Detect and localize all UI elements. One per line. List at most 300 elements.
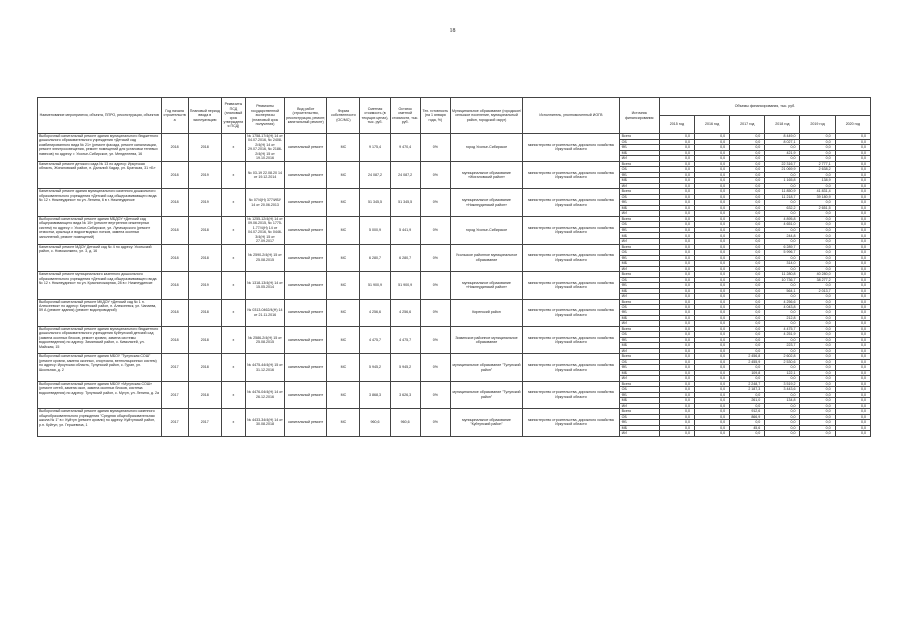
expertise: № 4476-04/4(Н) 14 от 26.12.2016 [245, 381, 284, 408]
fin-value: 0,0 [659, 255, 694, 260]
fin-value: 0,0 [730, 277, 765, 282]
col-expertise: Реквизиты государственной экспертизы (плановый срок получения) [245, 98, 284, 134]
fin-value: 0,0 [835, 233, 870, 239]
executor: министерство строительства, дорожного хозяйства Иркутской области [523, 161, 619, 188]
fin-value: 0,0 [835, 266, 870, 271]
fin-value: 0,0 [800, 310, 835, 315]
expertise: № 03-19 22.08.20 14 от 19.12.2014 [245, 161, 284, 188]
fin-source: ОБ [619, 387, 659, 392]
fin-source: ИИ [619, 183, 659, 188]
expertise: № 4433-34/4(Н) 14 от 30.08.2018 [245, 409, 284, 436]
fin-source: Всего [619, 354, 659, 359]
fin-value: 0,0 [695, 354, 730, 359]
object-name: Выборочный капитальный ремонт здания муниципального бюджетного дошкольного образовательного учреждения Куйтунский детский сад (замена оконных блоков, ремонт кровли, замена системы водоотведения) по адресу: Зиминский район, с. Кимильтей, ул. Майская, 15 [38, 326, 162, 353]
col-year: 2020 год [835, 116, 870, 134]
fin-value: 0,0 [835, 348, 870, 353]
ownership: МС [327, 299, 360, 326]
fin-value: 0,0 [730, 227, 765, 233]
ownership: МС [327, 161, 360, 188]
fin-value: 0,0 [800, 200, 835, 205]
year-end: 2018 [188, 326, 221, 353]
fin-value: 0,0 [730, 150, 765, 156]
fin-value: 0,0 [835, 304, 870, 309]
municipal: муниципальное образование "Тулунский район" [450, 381, 522, 408]
fin-value: 0,0 [695, 403, 730, 408]
fin-value: 0,0 [659, 189, 694, 194]
psd-term: х [221, 161, 245, 188]
fin-value: 0,0 [835, 200, 870, 205]
fin-value: 0,0 [800, 299, 835, 304]
fin-value: 0,0 [730, 288, 765, 293]
municipal: Усольское районное муниципальное образование [450, 244, 522, 271]
year-start: 2018 [161, 189, 188, 216]
fin-value: 0,0 [730, 266, 765, 271]
fin-value: 38 277,2 [800, 277, 835, 282]
cost: 5 000,9 [360, 216, 390, 244]
fin-value: 0,0 [835, 156, 870, 162]
fin-value: 0,0 [659, 283, 694, 288]
fin-source: Всего [619, 216, 659, 222]
object-name: Капитальный ремонт МДОУ Детский сад № 4 по адресу: Усольский район, с. Новожилкино, ул. 3, д. 16 [38, 244, 162, 271]
fin-value: 0,0 [695, 365, 730, 370]
remaining: 51 345,5 [390, 189, 420, 216]
fin-value: 0,0 [765, 409, 800, 414]
fin-value: 11 850,9 [765, 189, 800, 194]
fin-value: 0,0 [800, 414, 835, 419]
cost: 24 087,2 [360, 161, 390, 188]
fin-value: 0,0 [659, 431, 694, 436]
fin-source: ОБ [619, 277, 659, 282]
object-name: Выборочный капитальный ремонт здания МБОУ «Мугунская СОШ» (ремонт сетей, замена окон, замена оконных блоков, система водоотведения) по адресу: Тулунский район, с. Мугун, ул. Ленина, д. 2а [38, 381, 162, 408]
fin-source: Всего [619, 299, 659, 304]
work-type: капитальный ремонт [285, 409, 327, 436]
fin-value: 0,0 [695, 425, 730, 430]
fin-source: ИИ [619, 321, 659, 326]
fin-source: Всего [619, 326, 659, 331]
fin-value: 0,0 [659, 315, 694, 320]
year-start: 2018 [161, 161, 188, 188]
fin-value: 0,0 [730, 167, 765, 172]
fin-value: 0,0 [730, 332, 765, 337]
fin-source: ИИ [619, 239, 659, 245]
fin-value: 0,0 [835, 354, 870, 359]
fin-value: 0,0 [730, 299, 765, 304]
fin-value: 0,0 [730, 304, 765, 309]
fin-value: 0,0 [835, 365, 870, 370]
fin-value: 3 443,6 [765, 387, 800, 392]
fin-value: 0,0 [835, 409, 870, 414]
psd-term: х [221, 299, 245, 326]
fin-value: 0,0 [659, 321, 694, 326]
fin-value: 0,0 [800, 381, 835, 386]
fin-value: 0,0 [800, 425, 835, 430]
expertise: № 07/4(Н) 377/ИБУ 14 от 20.06.2013 [245, 189, 284, 216]
fin-value: 10 736,7 [765, 277, 800, 282]
fin-value: 0,0 [659, 211, 694, 216]
fin-value: 0,0 [765, 310, 800, 315]
fin-value: 0,0 [765, 266, 800, 271]
col-readiness: Тех. готовность (на 1 января года, %) [420, 98, 450, 134]
fin-value: 39 180,9 [800, 194, 835, 199]
fin-value: 0,0 [800, 183, 835, 188]
fin-value: 0,0 [800, 294, 835, 299]
fin-value: 134,8 [765, 398, 800, 403]
fin-value: 0,0 [765, 172, 800, 177]
fin-value: 0,0 [659, 250, 694, 255]
fin-source: ФБ [619, 337, 659, 342]
fin-value: 0,0 [835, 211, 870, 216]
fin-value: 2 248,7 [730, 381, 765, 386]
fin-value: 5 996,7 [765, 250, 800, 255]
fin-value: 0,0 [695, 266, 730, 271]
fin-value: 0,0 [659, 365, 694, 370]
executor: министерство строительства, дорожного хозяйства Иркутской области [523, 134, 619, 162]
fin-value: 2 777,1 [800, 161, 835, 166]
fin-value: 0,0 [835, 183, 870, 188]
fin-value: 0,0 [765, 431, 800, 436]
expertise: № 4475-44/4(Н) 15 от 31.12.2016 [245, 354, 284, 381]
executor: министерство строительства, дорожного хозяйства Иркутской области [523, 244, 619, 271]
fin-value: 0,0 [800, 261, 835, 266]
fin-source: МБ [619, 315, 659, 320]
executor: министерство строительства, дорожного хозяйства Иркутской области [523, 189, 619, 216]
fin-value: 0,0 [835, 398, 870, 403]
fin-value: 0,0 [835, 205, 870, 210]
fin-value: 0,0 [695, 288, 730, 293]
fin-value: 0,0 [730, 145, 765, 151]
fin-value: 0,0 [835, 227, 870, 233]
fin-value: 0,0 [800, 343, 835, 348]
fin-value: 0,0 [659, 183, 694, 188]
fin-value: 0,0 [800, 321, 835, 326]
fin-value: 0,0 [835, 299, 870, 304]
fin-value: 0,0 [835, 161, 870, 166]
fin-value: 0,0 [800, 332, 835, 337]
fin-value: 45,6 [730, 425, 765, 430]
fin-source: ФБ [619, 200, 659, 205]
col-psd-term: Реквизиты ПСД (плановый срок утверждения ПСД) [221, 98, 245, 134]
fin-source: Всего [619, 272, 659, 277]
fin-value: 0,0 [800, 376, 835, 381]
fin-value: 0,0 [659, 277, 694, 282]
psd-term: х [221, 272, 245, 299]
fin-source: ИИ [619, 431, 659, 436]
fin-value: 0,0 [695, 376, 730, 381]
cost: 51 345,5 [360, 189, 390, 216]
fin-value: 0,0 [695, 283, 730, 288]
year-start: 2018 [161, 134, 188, 162]
psd-term: х [221, 189, 245, 216]
fin-value: 0,0 [730, 183, 765, 188]
fin-value: 0,0 [659, 167, 694, 172]
municipal: муниципальное образование «Нижнеудинский район» [450, 189, 522, 216]
fin-value: 2 638,2 [800, 167, 835, 172]
fin-value: 0,0 [695, 387, 730, 392]
fin-value: 0,0 [765, 376, 800, 381]
fin-value: 0,0 [765, 294, 800, 299]
fin-source: Всего [619, 189, 659, 194]
fin-value: 0,0 [695, 205, 730, 210]
readiness: 0% [420, 354, 450, 381]
fin-value: 0,0 [695, 294, 730, 299]
year-start: 2017 [161, 381, 188, 408]
year-start: 2018 [161, 326, 188, 353]
fin-value: 0,0 [835, 370, 870, 375]
work-type: капитальный ремонт [285, 216, 327, 244]
fin-value: 0,0 [800, 250, 835, 255]
fin-value: 0,0 [800, 255, 835, 260]
cost: 51 900,9 [360, 272, 390, 299]
fin-value: 0,0 [765, 425, 800, 430]
executor: министерство строительства, дорожного хозяйства Иркутской области [523, 272, 619, 299]
fin-value: 0,0 [730, 283, 765, 288]
fin-value: 0,0 [695, 145, 730, 151]
year-start: 2018 [161, 216, 188, 244]
cost: 4 256,6 [360, 299, 390, 326]
executor: министерство строительства, дорожного хозяйства Иркутской области [523, 216, 619, 244]
municipal: город Усолье-Сибирское [450, 216, 522, 244]
work-type: капитальный ремонт [285, 134, 327, 162]
fin-value: 0,0 [765, 211, 800, 216]
fin-value: 2 456,8 [730, 354, 765, 359]
year-end: 2019 [188, 189, 221, 216]
fin-value: 0,0 [695, 216, 730, 222]
fin-value: 2 013,7 [800, 288, 835, 293]
fin-value: 0,0 [695, 250, 730, 255]
psd-term: х [221, 381, 245, 408]
fin-value: 0,0 [695, 398, 730, 403]
fin-value: 0,0 [659, 310, 694, 315]
fin-value: 0,0 [835, 294, 870, 299]
fin-value: 0,0 [659, 239, 694, 245]
fin-value: 0,0 [800, 139, 835, 145]
fin-value: 0,0 [730, 431, 765, 436]
fin-value: 1 165,8 [765, 178, 800, 183]
fin-source: ИИ [619, 266, 659, 271]
fin-value: 0,0 [659, 233, 694, 239]
fin-source: ОБ [619, 304, 659, 309]
fin-value: 0,0 [695, 315, 730, 320]
ownership: МС [327, 381, 360, 408]
fin-value: 0,0 [835, 387, 870, 392]
fin-value: 0,0 [695, 161, 730, 166]
fin-value: 0,0 [765, 200, 800, 205]
fin-value: 0,0 [800, 233, 835, 239]
year-end: 2019 [188, 272, 221, 299]
col-executor: Исполнитель, уполномоченный ИОГВ [523, 98, 619, 134]
fin-value: 0,0 [765, 239, 800, 245]
fin-source: МБ [619, 261, 659, 266]
fin-value: 0,0 [659, 337, 694, 342]
executor: министерство строительства, дорожного хозяйства Иркутской области [523, 381, 619, 408]
fin-value: 0,0 [695, 277, 730, 282]
fin-value: 40 280,0 [800, 272, 835, 277]
fin-value: 0,0 [695, 194, 730, 199]
fin-value: 0,0 [695, 272, 730, 277]
fin-value: 0,0 [730, 310, 765, 315]
fin-value: 0,0 [730, 222, 765, 228]
fin-value: 0,0 [659, 294, 694, 299]
fin-value: 0,0 [730, 216, 765, 222]
fin-value: 0,0 [835, 277, 870, 282]
object-name: Капитальный ремонт здания муниципального казенного дошкольного образовательного учреждения «Детский сад общеразвивающего вида № 12 г. Нижнеудинск» по ул. Ленина, 6 в г. Нижнеудинске [38, 189, 162, 216]
col-fin-volume: Объемы финансирования, тыс. руб. [659, 98, 870, 116]
fin-source: МБ [619, 178, 659, 183]
fin-value: 0,0 [695, 183, 730, 188]
fin-value: 0,0 [730, 244, 765, 249]
expertise: № 1255-12/4(Н) 14 от 09.06.2015, № 1775-1.77/4(Н) 14 от 04.07.2016, № 0446-3/4(Н) 15 от 27.09.2017 [247, 216, 283, 244]
fin-value: 0,0 [730, 172, 765, 177]
fin-source: ФБ [619, 365, 659, 370]
fin-value: 0,0 [800, 348, 835, 353]
executor: министерство строительства, дорожного хозяйства Иркутской области [523, 326, 619, 353]
fin-value: 0,0 [835, 283, 870, 288]
fin-value: 0,0 [659, 261, 694, 266]
fin-value: 244,8 [765, 233, 800, 239]
fin-value: 0,0 [730, 156, 765, 162]
fin-value: 2 187,3 [730, 387, 765, 392]
object-name: Выборочный капитальный ремонт МКДОУ «Детский сад № 1 п. Алексеевск» по адресу: Киренский район, п. Алексеевск, ул. Чапаева, 59 А (ремонт здания) (ремонт водопроводной) [38, 299, 162, 326]
fin-value: 0,0 [835, 376, 870, 381]
readiness: 0% [420, 272, 450, 299]
fin-value: 0,0 [835, 250, 870, 255]
fin-value: 6 289,7 [765, 244, 800, 249]
fin-value: 0,0 [659, 304, 694, 309]
fin-value: 4 651,0 [765, 222, 800, 228]
col-ownership: Форма собственности (ОС/МС) [327, 98, 360, 134]
fin-value: 4 256,6 [765, 299, 800, 304]
fin-value: 0,0 [800, 239, 835, 245]
fin-value: 0,0 [835, 261, 870, 266]
municipal: город Усолье-Сибирское [450, 134, 522, 162]
fin-value: 0,0 [800, 172, 835, 177]
fin-source: ОБ [619, 414, 659, 419]
ownership: МС [327, 409, 360, 436]
expertise: № 2590-2/4(Н) 15 от 25.08.2015 [245, 244, 284, 271]
year-end: 2018 [188, 216, 221, 244]
fin-value: 3 519,2 [765, 381, 800, 386]
psd-term: х [221, 354, 245, 381]
readiness: 0% [420, 326, 450, 353]
fin-value: 0,0 [659, 348, 694, 353]
fin-value: 0,0 [765, 403, 800, 408]
fin-value: 0,0 [835, 337, 870, 342]
col-remaining: Остаток сметной стоимости, тыс. руб. [390, 98, 420, 134]
fin-value: 0,0 [835, 288, 870, 293]
fin-value: 0,0 [695, 255, 730, 260]
cost: 960,6 [360, 409, 390, 436]
fin-value: 22 316,7 [765, 161, 800, 166]
col-year: 2016 год [695, 116, 730, 134]
fin-source: Всего [619, 134, 659, 140]
fin-source: ОБ [619, 194, 659, 199]
year-start: 2018 [161, 299, 188, 326]
fin-value: 0,0 [765, 420, 800, 425]
fin-source: ИИ [619, 294, 659, 299]
ownership: МС [327, 189, 360, 216]
fin-source: МБ [619, 370, 659, 375]
work-type: капитальный ремонт [285, 326, 327, 353]
remaining: 51 900,9 [390, 272, 420, 299]
fin-value: 0,0 [730, 272, 765, 277]
cost: 9 175,4 [360, 134, 390, 162]
fin-value: 0,0 [659, 414, 694, 419]
fin-source: ФБ [619, 227, 659, 233]
fin-value: 0,0 [695, 310, 730, 315]
fin-value: 4 043,8 [765, 304, 800, 309]
fin-source: Всего [619, 409, 659, 414]
fin-value: 0,0 [659, 332, 694, 337]
fin-value: 0,0 [695, 244, 730, 249]
fin-value: 0,0 [800, 222, 835, 228]
fin-value: 0,0 [765, 283, 800, 288]
object-name: Капитальный ремонт муниципального казенного дошкольного образовательного учреждения «Детский сад общеразвивающего вида № 12 г. Нижнеудинск» по ул. Краснопожарная, 28 в г. Нижнеудинске [38, 272, 162, 299]
fin-value: 0,0 [659, 288, 694, 293]
fin-value: 0,0 [659, 139, 694, 145]
fin-value: 0,0 [800, 150, 835, 156]
fin-value: 0,0 [765, 156, 800, 162]
psd-term: х [221, 244, 245, 271]
fin-value: 8 449,0 [765, 134, 800, 140]
fin-source: МБ [619, 288, 659, 293]
col-year-start: Год начала строительства [161, 98, 188, 134]
fin-value: 0,0 [695, 304, 730, 309]
year-end: 2018 [188, 244, 221, 271]
object-name: Выборочный капитальный ремонт здания МБОУ "Тулунская СОШ" (ремонт кровли, замена оконных, спортзала, вентиляционных систем) по адресу: Иркутская область, Тулунский район, с. Гуран, ул. Школьная, д. 2 [38, 354, 162, 381]
fin-value: 0,0 [659, 222, 694, 228]
col-object-name: Наименование мероприятия, объекта, ППРО, реконструкции, объектов [38, 98, 162, 134]
fin-value: 0,0 [730, 239, 765, 245]
fin-value: 0,0 [835, 414, 870, 419]
fin-value: 0,0 [765, 145, 800, 151]
fin-value: 0,0 [695, 189, 730, 194]
fin-value: 2 602,8 [765, 354, 800, 359]
fin-value: 212,8 [765, 315, 800, 320]
fin-value: 0,0 [800, 244, 835, 249]
fin-value: 0,0 [730, 326, 765, 331]
year-end: 2018 [188, 134, 221, 162]
fin-value: 0,0 [835, 167, 870, 172]
municipal: Зиминское районное муниципальное образование [450, 326, 522, 353]
fin-value: 0,0 [695, 134, 730, 140]
fin-source: Всего [619, 161, 659, 166]
fin-value: 109,8 [730, 370, 765, 375]
fin-value: 0,0 [730, 200, 765, 205]
fin-value: 0,0 [800, 283, 835, 288]
fin-value: 0,0 [659, 156, 694, 162]
fin-value: 0,0 [659, 381, 694, 386]
fin-value: 0,0 [835, 343, 870, 348]
fin-value: 0,0 [695, 139, 730, 145]
fin-value: 0,0 [730, 392, 765, 397]
remaining: 3 626,3 [390, 381, 420, 408]
fin-value: 2 651,5 [800, 205, 835, 210]
fin-value: 0,0 [659, 178, 694, 183]
fin-value: 0,0 [800, 156, 835, 162]
fin-value: 0,0 [835, 403, 870, 408]
fin-value: 41 831,4 [800, 189, 835, 194]
fin-value: 0,0 [765, 337, 800, 342]
fin-value: 0,0 [835, 272, 870, 277]
fin-source: МБ [619, 150, 659, 156]
readiness: 0% [420, 189, 450, 216]
fin-value: 0,0 [659, 134, 694, 140]
year-end: 2018 [188, 381, 221, 408]
fin-value: 0,0 [730, 420, 765, 425]
fin-value: 0,0 [835, 321, 870, 326]
cost: 4 475,7 [360, 326, 390, 353]
year-start: 2017 [161, 354, 188, 381]
